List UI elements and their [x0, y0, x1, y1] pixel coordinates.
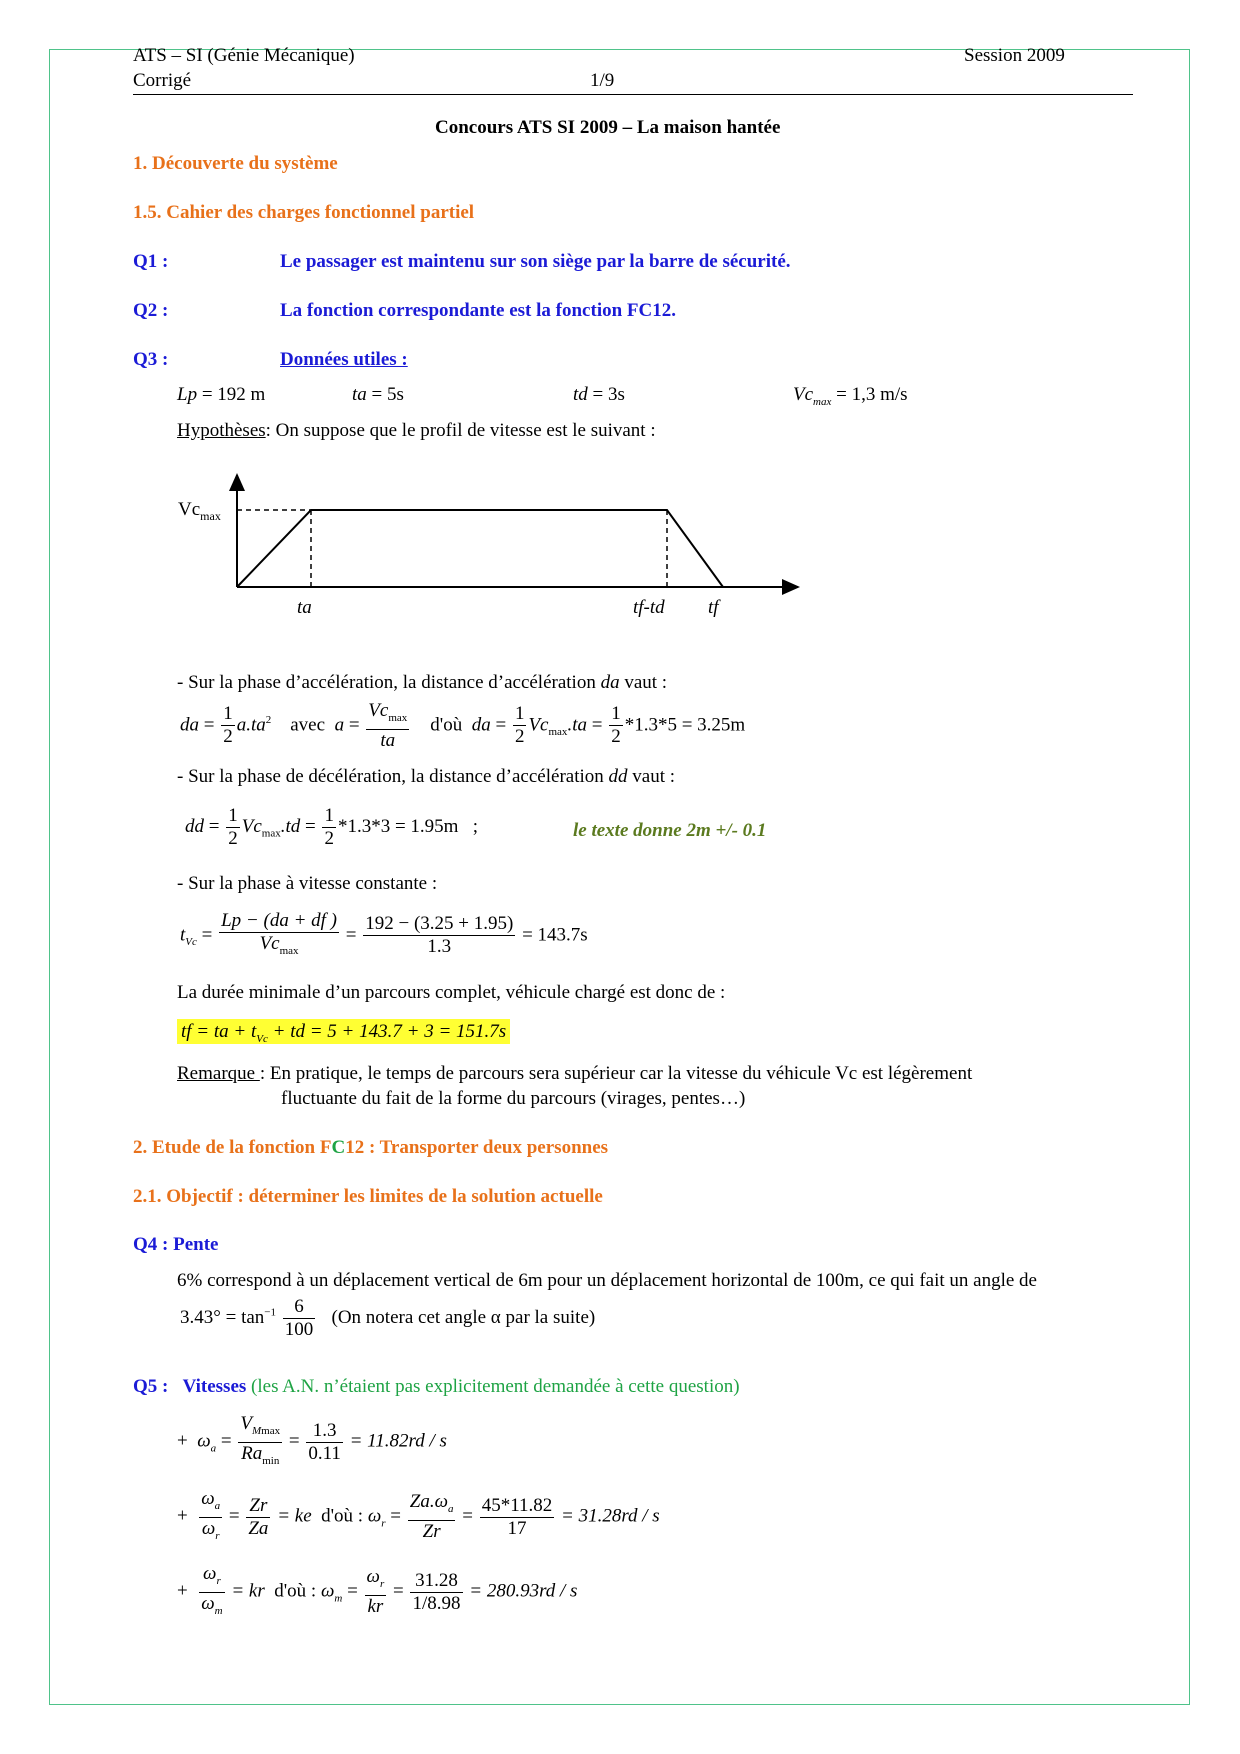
- velocity-profile-diagram: [170, 465, 810, 630]
- section-1-5-heading: 1.5. Cahier des charges fonctionnel partiel: [133, 202, 475, 223]
- hypotheses: Hypothèses: On suppose que le profil de vitesse est le suivant :: [177, 420, 656, 441]
- data-td: td = 3s: [573, 384, 625, 405]
- q2-answer: La fonction correspondante est la fonction FC12.: [280, 300, 676, 321]
- duree-text: La durée minimale d’un parcours complet, véhicule chargé est donc de :: [177, 982, 726, 1003]
- q1-answer: Le passager est maintenu sur son siège par la barre de sécurité.: [280, 251, 791, 272]
- q3-title: Données utiles :: [280, 349, 408, 370]
- data-vcmax: $Vc_{max} = 1,3$ m/s: [793, 384, 908, 408]
- header-corrige: Corrigé: [133, 70, 192, 91]
- x-label-tf: tf: [708, 597, 719, 618]
- decel-note: le texte donne 2m +/- 0.1: [573, 820, 767, 841]
- decel-formula: dd = $\frac{1}{2}$ $Vc_{max}.td$ = $\frac{1}{2}$ *1.3*3 = 1.95m ;: [185, 805, 478, 849]
- x-label-tftd: tf-td: [633, 597, 665, 618]
- accel-intro: - Sur la phase d’accélération, la distance d’accélération da vaut :: [177, 672, 668, 693]
- header-rule: [133, 94, 1133, 95]
- remarque-line2: fluctuante du fait de la forme du parcours (virages, pentes…): [281, 1088, 746, 1109]
- q4-title: Q4 : Pente: [133, 1234, 219, 1255]
- q5-heading: Q5 : Vitesses (les A.N. n’étaient pas explicitement demandée à cette question): [133, 1376, 740, 1397]
- accel-formula: da = $\frac{1}{2}$ $a.ta^2$ avec a = $\frac{Vc_{max}}{ta}$ d'où da = $\frac{1}{2}$ $Vc_{max}.ta$ = $\frac{1}{2}$ *1.3*5 = 3.25m: [180, 700, 746, 751]
- section-1-heading: 1. Découverte du système: [133, 153, 338, 174]
- remarque-line1: Remarque : En pratique, le temps de parcours sera supérieur car la vitesse du véhicule Vc est légèrement: [177, 1063, 973, 1084]
- q5-formula-omega-a: + $\omega_a$ = $\frac{V_{Mmax}}{Ra_{min}}$ = $\frac{1.3}{0.11}$ = 11.82rd / s: [177, 1413, 447, 1467]
- data-ta: ta = 5s: [352, 384, 404, 405]
- header-session: Session 2009: [964, 45, 1065, 66]
- y-label-vcmax: $Vc_{max}$: [178, 499, 221, 523]
- header-course: ATS – SI (Génie Mécanique): [133, 45, 355, 66]
- const-intro: - Sur la phase à vitesse constante :: [177, 873, 438, 894]
- q2-label: Q2 :: [133, 300, 169, 321]
- q3-label: Q3 :: [133, 349, 169, 370]
- decel-intro: - Sur la phase de décélération, la distance d’accélération dd vaut :: [177, 766, 676, 787]
- q5-formula-omega-r: + $\frac{\omega_a}{\omega_r}$ = $\frac{Zr}{Za}$ = ke d'où : $\omega_r$ = $\frac{Za.\omega_a}{Zr}$ = $\frac{45*11.82}{17}$ = 31.28rd / s: [177, 1488, 660, 1543]
- section-2-heading: 2. Etude de la fonction FC12 : Transporter deux personnes: [133, 1137, 609, 1158]
- data-lp: Lp = 192 m: [177, 384, 266, 405]
- q4-text: 6% correspond à un déplacement vertical de 6m pour un déplacement horizontal de 100m, ce qui fait un angle de: [177, 1270, 1037, 1291]
- duree-formula: tf = ta + $t_{Vc}$ + td = 5 + 143.7 + 3 = 151.7s: [177, 1021, 510, 1045]
- page-title: Concours ATS SI 2009 – La maison hantée: [435, 117, 781, 138]
- header-page-number: 1/9: [590, 70, 615, 91]
- section-2-1-heading: 2.1. Objectif : déterminer les limites de la solution actuelle: [133, 1186, 603, 1207]
- x-label-ta: ta: [297, 597, 312, 618]
- q5-formula-omega-m: + $\frac{\omega_r}{\omega_m}$ = kr d'où : $\omega_m$ = $\frac{\omega_r}{kr}$ = $\frac{31.28}{1/8.98}$ = 280.93rd / s: [177, 1563, 578, 1618]
- q4-angle-formula: $3.43^\circ = \tan^{-1}$ $\frac{6}{100}$ (On notera cet angle α par la suite): [180, 1296, 596, 1340]
- velocity-curve: [237, 510, 723, 587]
- q1-label: Q1 :: [133, 251, 169, 272]
- const-formula: $t_{Vc}$ = $\frac{Lp - (da + df )}{Vc_{max}}$ = $\frac{192 - (3.25 + 1.95)}{1.3}$ = 143.7s: [180, 910, 588, 958]
